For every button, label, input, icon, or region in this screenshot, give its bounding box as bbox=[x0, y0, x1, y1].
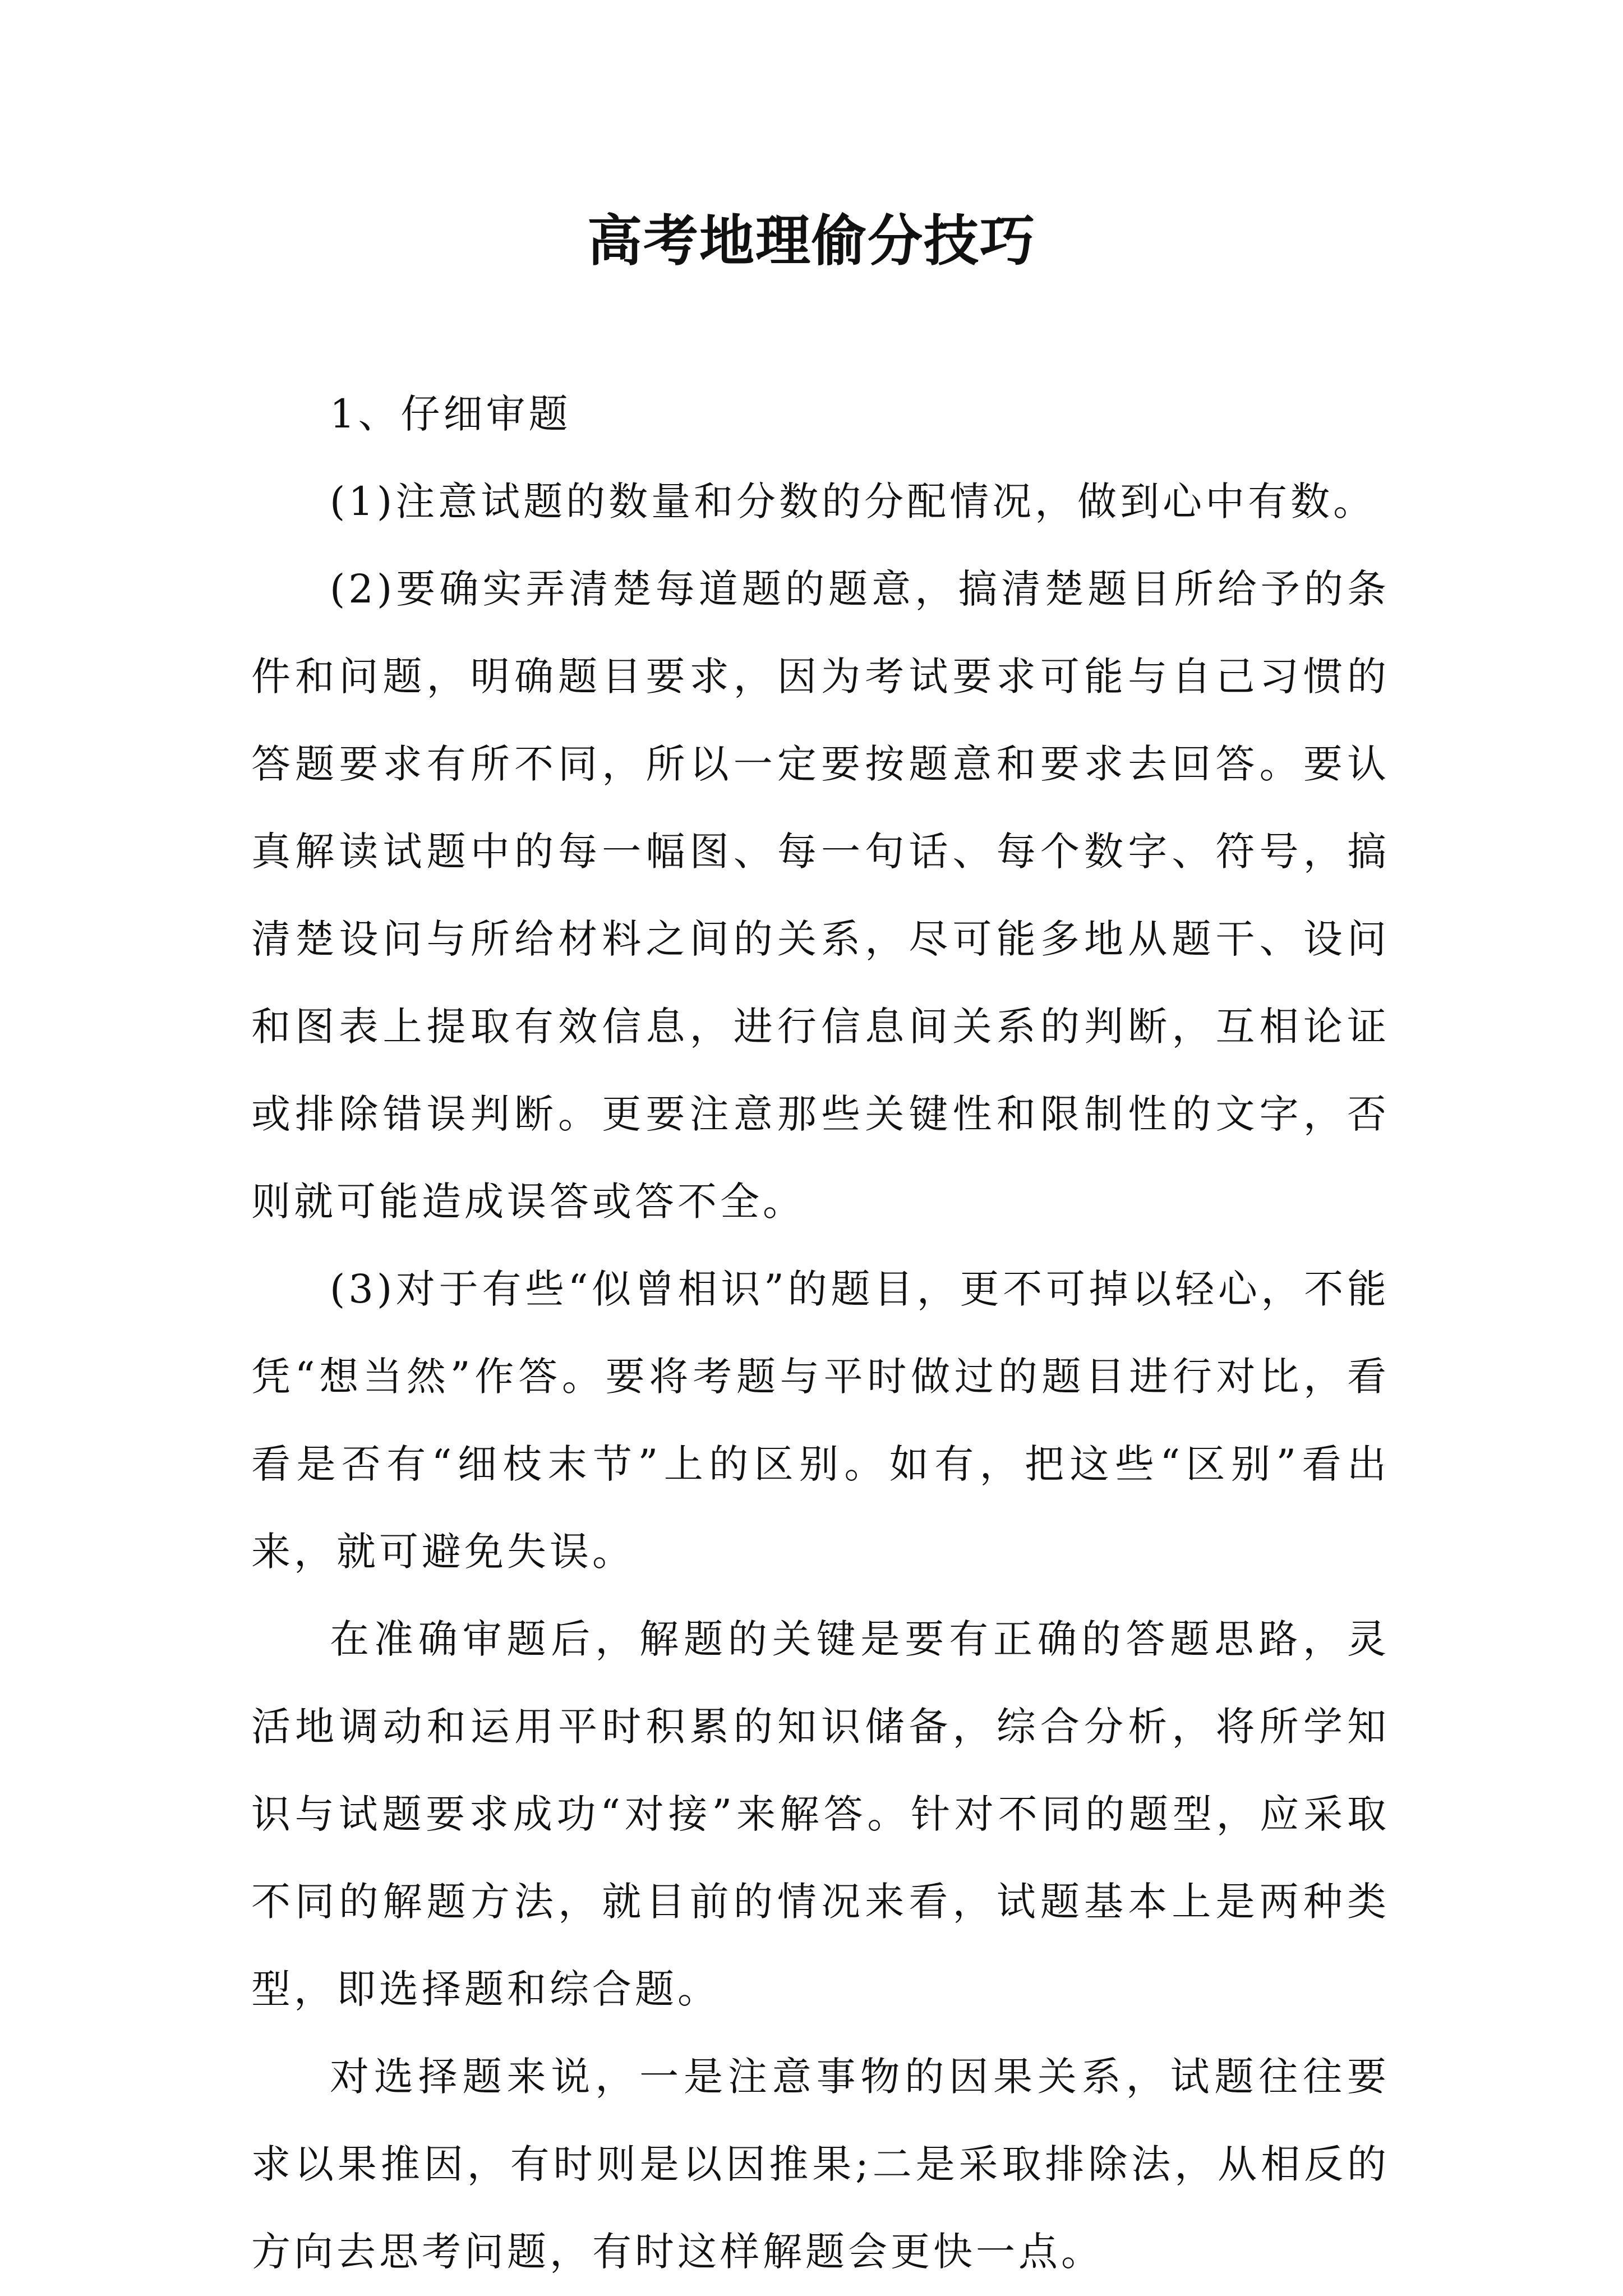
paragraph-point-1: (1)注意试题的数量和分数的分配情况，做到心中有数。 bbox=[330, 478, 1376, 524]
document-body bbox=[251, 370, 1390, 2295]
paragraph-solving-approach: 在准确审题后，解题的关键是要有正确的答题思路，灵活地调动和运用平时积累的知识储备，综合分析，将所学知识与试题要求成功“对接”来解答。针对不同的题型，应采取不同的解题方法，就目前的情况来看，试题基本上是两种类型，即选择题和综合题。 bbox=[251, 1616, 1390, 2012]
section-heading: 1、仔细审题 bbox=[330, 391, 571, 437]
paragraph-point-3: (3)对于有些“似曾相识”的题目，更不可掉以轻心，不能凭“想当然”作答。要将考题与平时做过的题目进行对比，看看是否有“细枝末节”上的区别。如有，把这些“区别”看出来，就可避免失误。 bbox=[251, 1266, 1390, 1575]
paragraph-point-2: (2)要确实弄清楚每道题的题意，搞清楚题目所给予的条件和问题，明确题目要求，因为考试要求可能与自己习惯的答题要求有所不同，所以一定要按题意和要求去回答。要认真解读试题中的每一幅图、每一句话、每个数字、符号，搞清楚设问与所给材料之间的关系，尽可能多地从题干、设问和图表上提取有效信息，进行信息间关系的判断，互相论证或排除错误判断。更要注意那些关键性和限制性的文字，否则就可能造成误答或答不全。 bbox=[251, 566, 1390, 1225]
paragraph-multiple-choice: 对选择题来说，一是注意事物的因果关系，试题往往要求以果推因，有时则是以因推果;二是采取排除法，从相反的方向去思考问题，有时这样解题会更快一点。 bbox=[251, 2054, 1390, 2275]
document-title: 高考地理偷分技巧 bbox=[587, 209, 1036, 273]
